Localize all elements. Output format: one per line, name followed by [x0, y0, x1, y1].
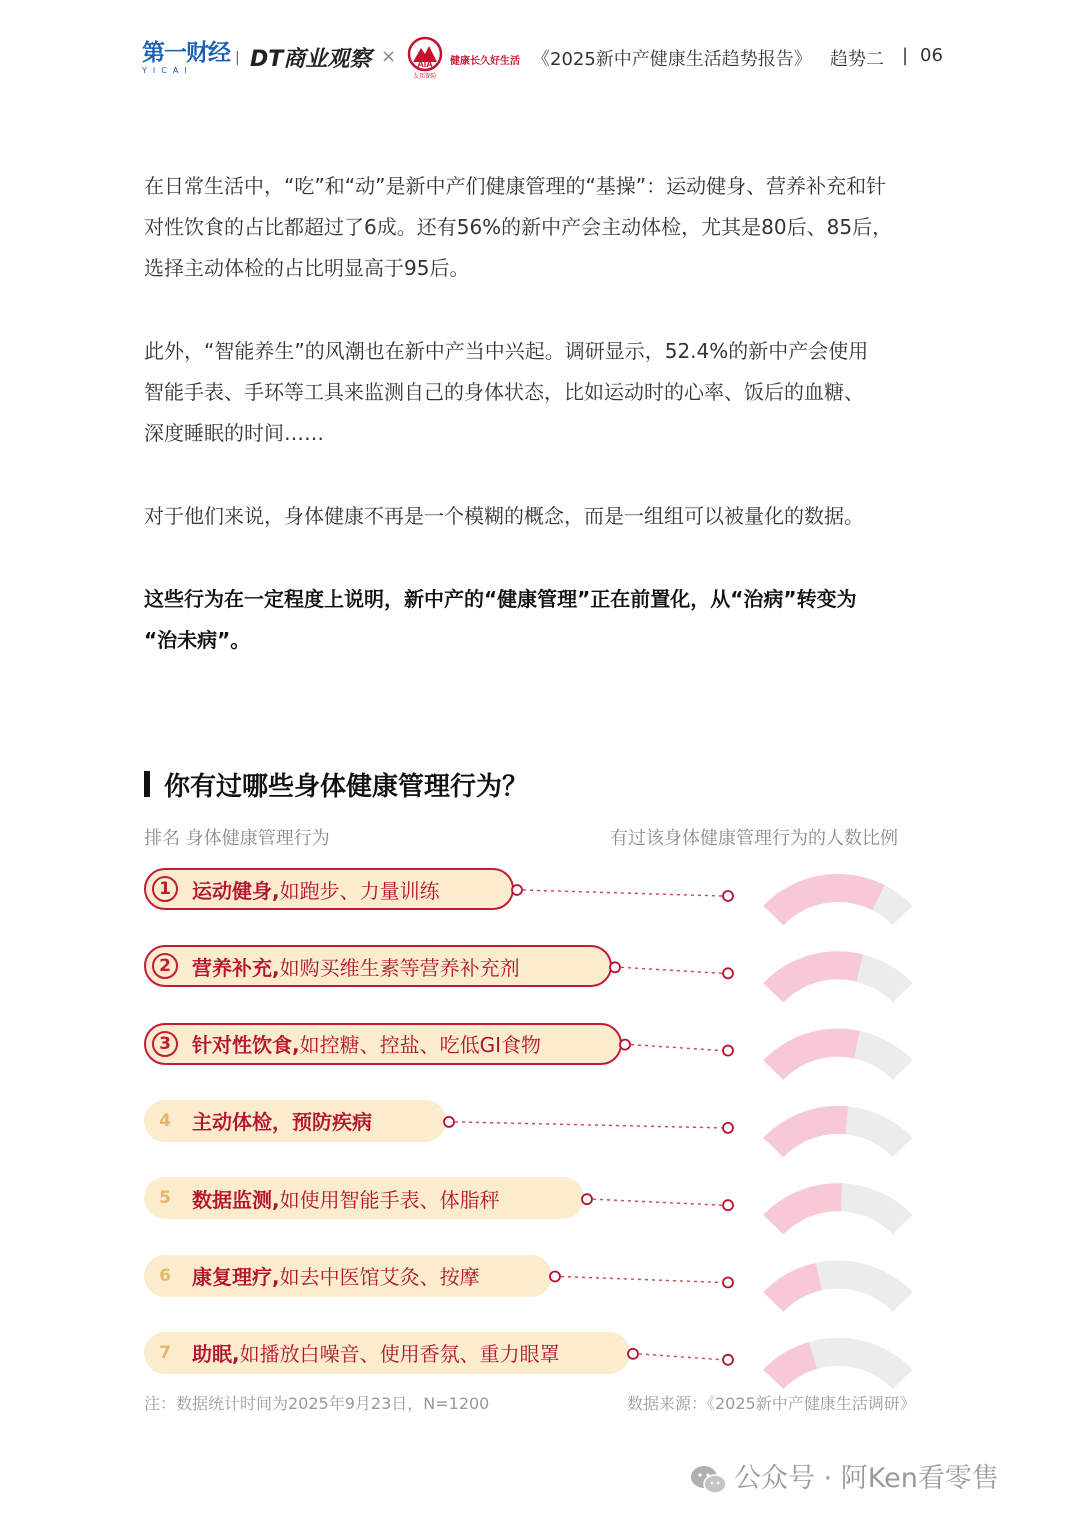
connector-line	[523, 890, 722, 896]
gauge-fill	[773, 1120, 846, 1148]
value-label: 79.0%	[801, 878, 875, 902]
paragraph-line: 此外，“智能养生”的风潮也在新中产当中兴起。调研显示，52.4%的新中产会使用	[144, 339, 869, 363]
chart-footnote: 注：数据统计时间为2025年9月23日，N=1200	[144, 1394, 490, 1413]
gauge-fill	[773, 888, 878, 915]
connector-start-dot	[628, 1349, 638, 1359]
paragraph-line: 这些行为在一定程度上说明，新中产的“健康管理”正在前置化，从“治病”转变为	[144, 587, 857, 611]
paragraph-line: 在日常生活中，“吃”和“动”是新中产们健康管理的“基操”：运动健身、营养补充和针	[144, 174, 887, 198]
connector-line	[639, 1354, 722, 1360]
behavior-example: 如播放白噪音、使用香氛、重力眼罩	[239, 1342, 560, 1367]
gauge-fill	[773, 965, 859, 992]
paragraph-line: 对于他们来说，身体健康不再是一个模糊的概念，而是一组组可以被量化的数据。	[144, 504, 864, 528]
connector-end-dot	[723, 1278, 733, 1288]
report-title: 《2025新中产健康生活趋势报告》	[532, 49, 812, 70]
value-label: 32.4%	[801, 1341, 875, 1366]
right-column-label: 有过该身体健康管理行为的人数比例	[610, 828, 898, 849]
connector-line	[631, 1045, 722, 1051]
paragraph-line: 深度睡眠的时间……	[144, 421, 324, 445]
connector-end-dot	[723, 1046, 733, 1056]
connector-end-dot	[723, 1200, 733, 1210]
connector-end-dot	[723, 891, 733, 901]
behavior-name: 针对性饮食,	[192, 1033, 300, 1058]
behavior-example: 如跑步、力量训练	[279, 878, 440, 903]
left-column-label: 排名 身体健康管理行为	[144, 828, 330, 849]
header-divider: |	[902, 45, 909, 66]
paragraph-line: 智能手表、手环等工具来监测自己的身体状态，比如运动时的心率、饭后的血糖、	[144, 380, 864, 404]
behavior-name: 营养补充,	[192, 955, 280, 980]
value-label: 63.2%	[801, 1032, 875, 1057]
gauge-fill	[773, 1043, 857, 1070]
wechat-icon	[690, 1464, 728, 1496]
connector-end-dot	[723, 968, 733, 978]
gauge-fill	[773, 1197, 841, 1224]
connector-start-dot	[444, 1117, 454, 1127]
rank-badge: 7	[159, 1342, 171, 1363]
behavior-example: 如去中医馆艾灸、按摩	[279, 1265, 480, 1289]
watermark	[690, 1456, 999, 1496]
paragraph-line: 对性饮食的占比都超过了6成。还有56%的新中产会主动体检，尤其是80后、85后，	[144, 215, 893, 239]
chart-title: 你有过哪些身体健康管理行为？	[164, 772, 529, 802]
value-label: 36.6%	[801, 1264, 875, 1289]
behavior-example: 如控糖、控盐、吃低GI食物	[299, 1033, 542, 1058]
connector-start-dot	[512, 885, 522, 895]
connector-line	[455, 1122, 722, 1128]
connector-line	[621, 967, 722, 973]
rank-badge: 3	[152, 1031, 178, 1057]
connector-end-dot	[723, 1123, 733, 1133]
trend-label: 趋势二	[830, 49, 884, 70]
times-sign: ×	[381, 46, 397, 67]
behavior-name: 助眠,	[192, 1342, 240, 1367]
behavior-example: 如购买维生素等营养补充剂	[279, 955, 520, 980]
gauge-fill	[773, 1277, 819, 1302]
behavior-name: 主动体检，预防疾病	[192, 1110, 372, 1135]
connector-start-dot	[610, 962, 620, 972]
page-number: 06	[920, 45, 943, 66]
svg-text:AIA: AIA	[417, 59, 433, 69]
connector-start-dot	[620, 1040, 630, 1050]
connector-line	[593, 1199, 722, 1205]
aia-slogan: 健康长久好生活	[450, 56, 520, 67]
yicai-logo-cn: 第一财经	[142, 40, 230, 66]
behavior-name: 康复理疗,	[192, 1265, 280, 1289]
behavior-example: 如使用智能手表、体脂秤	[279, 1187, 500, 1212]
gauge-fill	[773, 1355, 813, 1379]
connector-end-dot	[723, 1355, 733, 1365]
connector-start-dot	[550, 1272, 560, 1282]
watermark-text: 公众号 · 阿Ken看零售	[734, 1463, 999, 1494]
behavior-name: 数据监测,	[192, 1187, 280, 1212]
rank-badge: 6	[159, 1265, 171, 1286]
logo-separator: |	[235, 50, 240, 66]
dt-logo: DT商业观察	[250, 47, 372, 72]
value-label: 65.2%	[801, 955, 875, 980]
rank-badge: 2	[152, 953, 178, 979]
connector-line	[561, 1277, 722, 1283]
aia-name: 友邦保险	[412, 73, 438, 80]
value-label: 56.0%	[801, 1109, 875, 1134]
paragraph-line: “治未病”。	[144, 628, 251, 652]
behavior-name: 运动健身,	[192, 878, 280, 903]
rank-badge: 5	[159, 1188, 171, 1209]
paragraph-line: 选择主动体检的占比明显高于95后。	[144, 256, 470, 280]
value-label: 52.4%	[801, 1187, 875, 1212]
yicai-logo-en: YICAI	[142, 66, 193, 75]
rank-badge: 1	[152, 876, 178, 902]
connector-start-dot	[582, 1194, 592, 1204]
chart-source: 数据来源：《2025新中产健康生活调研》	[627, 1394, 916, 1413]
rank-badge: 4	[159, 1110, 171, 1131]
